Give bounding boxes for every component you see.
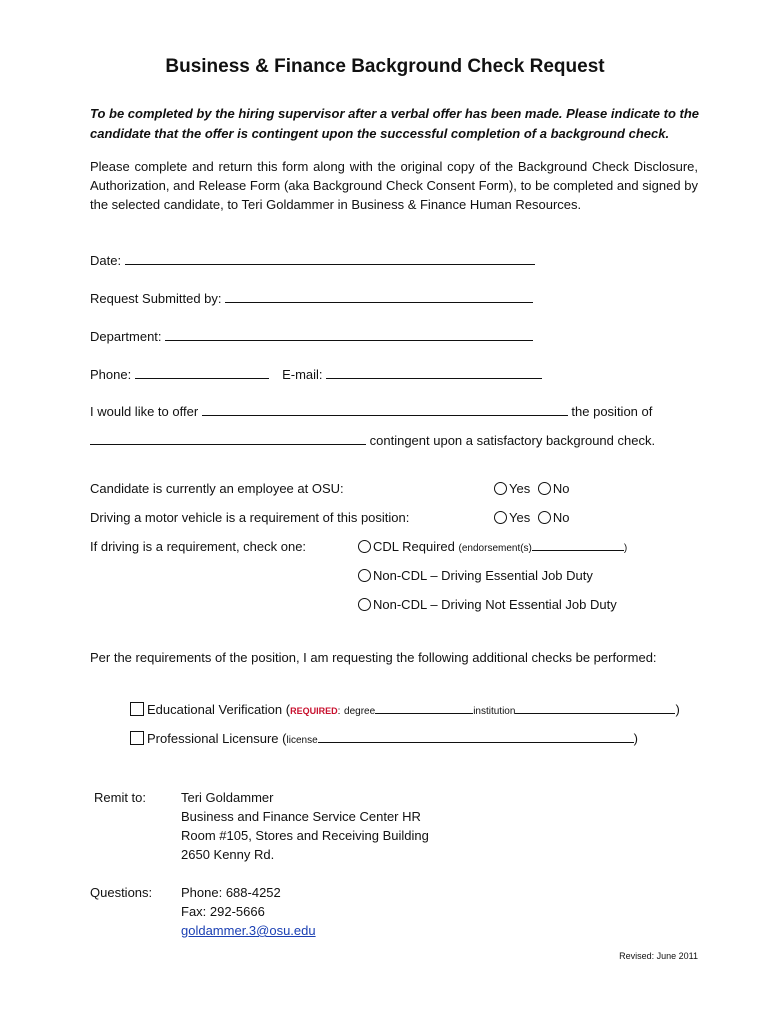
- date-label: Date:: [90, 253, 122, 268]
- cdl-option: [358, 539, 627, 554]
- contact-info: [181, 883, 316, 940]
- driving-no-label: No: [552, 510, 570, 525]
- employee-yes-radio[interactable]: [494, 482, 507, 495]
- noncdl-not-essential-radio[interactable]: [358, 598, 371, 611]
- position-row: [90, 432, 655, 448]
- driving-label: Driving a motor vehicle is a requirement of this position:: [90, 510, 410, 525]
- contact-phone: Phone: 688-4252: [181, 885, 281, 900]
- offer-row: [90, 403, 652, 419]
- noncdl-not-essential-option: [358, 597, 617, 612]
- licensure-close: ): [633, 731, 638, 746]
- employee-options: [494, 481, 569, 496]
- licensure-checkbox[interactable]: [130, 731, 144, 745]
- noncdl-essential-radio[interactable]: [358, 569, 371, 582]
- email-label: E-mail:: [282, 367, 323, 382]
- employee-label: Candidate is currently an employee at OSU:: [90, 481, 344, 496]
- licensure-open: (: [282, 731, 287, 746]
- remit-label: Remit to:: [94, 790, 147, 805]
- cdl-label: CDL Required: [373, 539, 455, 554]
- degree-label: degree: [344, 706, 376, 717]
- driving-options: [494, 510, 569, 525]
- phone-field[interactable]: [135, 366, 269, 379]
- offer-prefix: I would like to offer: [90, 404, 199, 419]
- remit-line2: Room #105, Stores and Receiving Building: [181, 828, 429, 843]
- noncdl-not-essential-label: Non-CDL – Driving Not Essential Job Duty: [373, 597, 617, 612]
- institution-label: institution: [473, 706, 516, 717]
- position-field[interactable]: [90, 432, 366, 445]
- employee-no-radio[interactable]: [538, 482, 551, 495]
- department-field[interactable]: [165, 328, 533, 341]
- email-field[interactable]: [326, 366, 542, 379]
- phone-email-row: [90, 366, 542, 382]
- submitted-row: [90, 290, 533, 306]
- offer-suffix: the position of: [571, 404, 653, 419]
- date-row: [90, 252, 535, 268]
- cdl-note: (endorsement(s): [458, 543, 532, 554]
- cdl-endorsement-field[interactable]: [532, 540, 624, 551]
- license-field[interactable]: [318, 732, 634, 743]
- candidate-name-field[interactable]: [202, 403, 568, 416]
- contingent-text: contingent upon a satisfactory background check.: [369, 433, 656, 448]
- contact-email-link[interactable]: goldammer.3@osu.edu: [181, 923, 316, 938]
- noncdl-essential-label: Non-CDL – Driving Essential Job Duty: [373, 568, 593, 583]
- department-row: [90, 328, 533, 344]
- required-colon: :: [337, 706, 341, 717]
- licensure-row: [130, 731, 638, 746]
- education-open: (: [285, 702, 291, 717]
- cdl-radio[interactable]: [358, 540, 371, 553]
- employee-no-label: No: [552, 481, 570, 496]
- licensure-label: Professional Licensure: [147, 731, 279, 746]
- required-note: REQUIRED: [290, 706, 338, 716]
- degree-field[interactable]: [375, 703, 473, 714]
- education-checkbox[interactable]: [130, 702, 144, 716]
- driving-no-radio[interactable]: [538, 511, 551, 524]
- remit-address: [181, 788, 429, 864]
- revised-date: Revised: June 2011: [619, 951, 698, 961]
- remit-line3: 2650 Kenny Rd.: [181, 847, 275, 862]
- institution-field[interactable]: [515, 703, 675, 714]
- driving-yes-label: Yes: [509, 510, 531, 525]
- driving-check-label: If driving is a requirement, check one:: [90, 539, 307, 554]
- education-close: ): [675, 702, 680, 717]
- noncdl-essential-option: [358, 568, 593, 583]
- department-label: Department:: [90, 329, 162, 344]
- intro-instructions: To be completed by the hiring supervisor after a verbal offer has been made. Please indicate to the candidate that the offer is contingent upon the successful completion of a background check.: [90, 106, 700, 141]
- driving-yes-radio[interactable]: [494, 511, 507, 524]
- form-title: Business & Finance Background Check Request: [165, 56, 605, 77]
- questions-label: Questions:: [90, 885, 153, 900]
- additional-checks-text: Per the requirements of the position, I am requesting the following additional checks be performed:: [90, 650, 657, 665]
- date-field[interactable]: [125, 252, 535, 265]
- contact-fax: Fax: 292-5666: [181, 904, 265, 919]
- remit-line1: Business and Finance Service Center HR: [181, 809, 421, 824]
- phone-label: Phone:: [90, 367, 132, 382]
- education-label: Educational Verification: [147, 702, 283, 717]
- remit-name: Teri Goldammer: [181, 790, 274, 805]
- employee-yes-label: Yes: [509, 481, 531, 496]
- license-label: license: [286, 735, 318, 746]
- submitted-field[interactable]: [225, 290, 533, 303]
- return-instructions: Please complete and return this form along with the original copy of the Background Check Disclosure, Authorization, and Release Form (aka Background Check Consent Form), to be completed and signed by the selected candidate, to Teri Goldammer in Business & Finance Human Resources.: [90, 159, 698, 212]
- education-row: [130, 702, 680, 717]
- cdl-close: ): [623, 543, 628, 554]
- submitted-label: Request Submitted by:: [90, 291, 222, 306]
